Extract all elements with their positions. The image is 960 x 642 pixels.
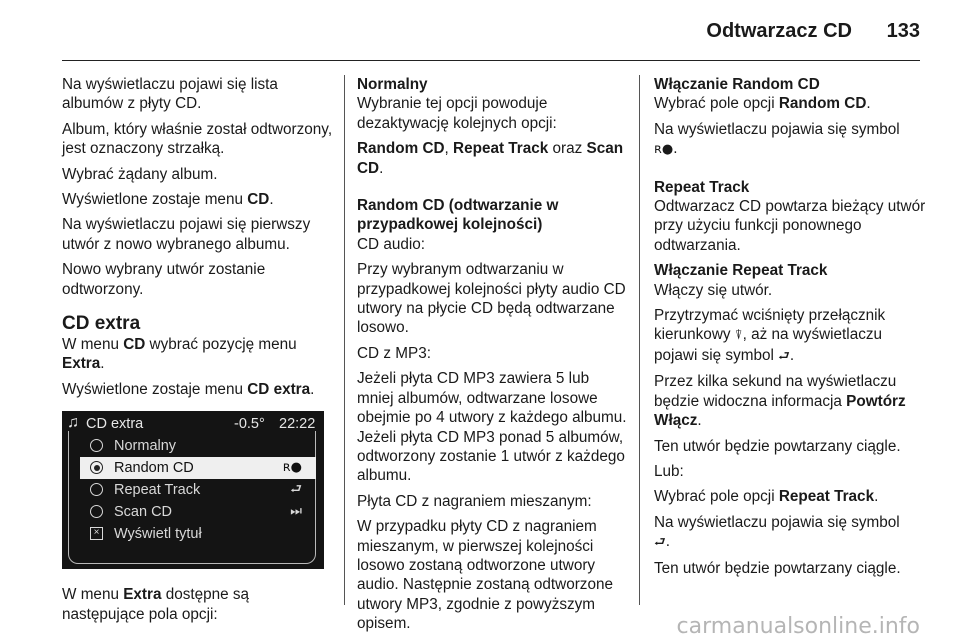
- radio-icon: [90, 505, 103, 518]
- menu-item-normalny[interactable]: Normalny: [80, 435, 316, 457]
- paragraph: Wybrać pole opcji Random CD.: [654, 95, 871, 113]
- paragraph: CD z MP3:: [357, 344, 431, 362]
- subheading: Włączanie Repeat Track: [654, 262, 828, 280]
- repeat-icon: ⮐: [778, 348, 790, 364]
- menu-item-repeat-track[interactable]: Repeat Track ⮐: [80, 479, 316, 501]
- page-title: Odtwarzacz CD: [706, 20, 852, 42]
- cd-extra-display: [62, 411, 324, 569]
- subheading: Repeat Track: [654, 178, 750, 196]
- paragraph: Na wyświetlaczu pojawia się symbol ʀ●.: [654, 120, 900, 158]
- paragraph: Lub:: [654, 462, 684, 480]
- paragraph: Odtwarzacz CD powtarza bieżący utwór przy użyciu funkcji ponownego odtwarzania.: [654, 198, 926, 254]
- radio-icon: [90, 483, 103, 496]
- music-note-icon: ♫: [67, 414, 79, 432]
- paragraph: CD audio:: [357, 235, 426, 253]
- paragraph: Jeżeli płyta CD MP3 zawiera 5 lub mniej albumów, odtwarzane losowe obejmie po 4 utwory z każdego albumu. Jeżeli płyta CD MP3 ponad 5 albumów, odtworzony zostanie 1 utwór z każdego albumu.: [357, 370, 627, 485]
- paragraph: Płyta CD z nagraniem mieszanym:: [357, 492, 592, 510]
- scan-icon: ⏭: [290, 504, 302, 520]
- paragraph: Ten utwór będzie powtarzany ciągle.: [654, 437, 901, 455]
- column-right: [654, 75, 929, 584]
- subheading: Normalny: [357, 76, 428, 93]
- watermark: carmanualsonline.info: [676, 614, 920, 639]
- paragraph: Nowo wybrany utwór zostanie odtworzony.: [62, 261, 266, 298]
- paragraph: Przez kilka sekund na wyświetlaczu będzie widoczna informacja Powtórz Włącz.: [654, 373, 906, 430]
- paragraph: Ten utwór będzie powtarzany ciągle.: [654, 559, 901, 577]
- paragraph: W przypadku płyty CD z nagraniem mieszanym, w pierwszej kolejności losowo zostaną odtworzone utwory audio. Następnie zostaną odtworzone utwory MP3, zgodnie z powyższym opisem.: [357, 518, 613, 633]
- column-divider: [639, 75, 640, 605]
- paragraph: W menu Extra dostępne są następujące pola opcji:: [62, 586, 250, 623]
- checkbox-icon: ×: [90, 527, 103, 540]
- radio-icon: [90, 439, 103, 452]
- paragraph: Na wyświetlaczu pojawi się pierwszy utwór z nowo wybranego albumu.: [62, 216, 311, 253]
- page-number: 133: [886, 20, 920, 42]
- section-heading: CD extra: [62, 313, 141, 335]
- repeat-icon: ⮐: [290, 482, 302, 498]
- repeat-icon: ⮐: [654, 535, 666, 551]
- paragraph: Przy wybranym odtwarzaniu w przypadkowej kolejności płyty audio CD utwory na płycie CD będą odtwarzane losowo.: [357, 261, 626, 337]
- column-middle: [357, 75, 629, 640]
- subheading: Włączanie Random CD: [654, 76, 820, 93]
- display-title: CD extra: [86, 416, 144, 433]
- paragraph: Random CD, Repeat Track oraz Scan CD.: [357, 140, 624, 177]
- paragraph: Wyświetlone zostaje menu CD extra.: [62, 380, 315, 398]
- subheading: Random CD (odtwarzanie w przypadkowej kolejności): [357, 197, 559, 234]
- paragraph: Wyświetlone zostaje menu CD.: [62, 191, 274, 209]
- menu-item-scan-cd[interactable]: Scan CD ⏭: [80, 501, 316, 523]
- column-left: [62, 75, 334, 630]
- random-icon: ʀ●: [282, 460, 302, 476]
- paragraph: Wybrać pole opcji Repeat Track.: [654, 488, 879, 506]
- random-icon: ʀ●: [654, 142, 674, 158]
- paragraph: Włączy się utwór.: [654, 281, 773, 299]
- paragraph: Wybrać żądany album.: [62, 165, 218, 183]
- menu-item-random-cd[interactable]: Random CD ʀ●: [80, 457, 316, 479]
- display-clock: 22:22: [279, 416, 316, 433]
- paragraph: Wybranie tej opcji powoduje dezaktywację kolejnych opcji:: [357, 95, 557, 132]
- paragraph: W menu CD wybrać pozycję menu Extra.: [62, 336, 297, 373]
- column-divider: [344, 75, 345, 605]
- paragraph: Na wyświetlaczu pojawi się lista albumów z płyty CD.: [62, 76, 278, 113]
- radio-selected-icon: [90, 461, 103, 474]
- display-temperature: -0.5°: [234, 416, 265, 433]
- paragraph: Przytrzymać wciśnięty przełącznik kierunkowy ⍒, aż na wyświetlaczu pojawi się symbol ⮐.: [654, 307, 886, 364]
- direction-switch-icon: ⍒: [734, 328, 743, 344]
- page-header: [62, 0, 920, 61]
- menu-item-show-title[interactable]: × Wyświetl tytuł: [80, 523, 316, 545]
- paragraph: Album, który właśnie został odtworzony, jest oznaczony strzałką.: [62, 120, 333, 158]
- paragraph: Na wyświetlaczu pojawia się symbol ⮐.: [654, 513, 900, 551]
